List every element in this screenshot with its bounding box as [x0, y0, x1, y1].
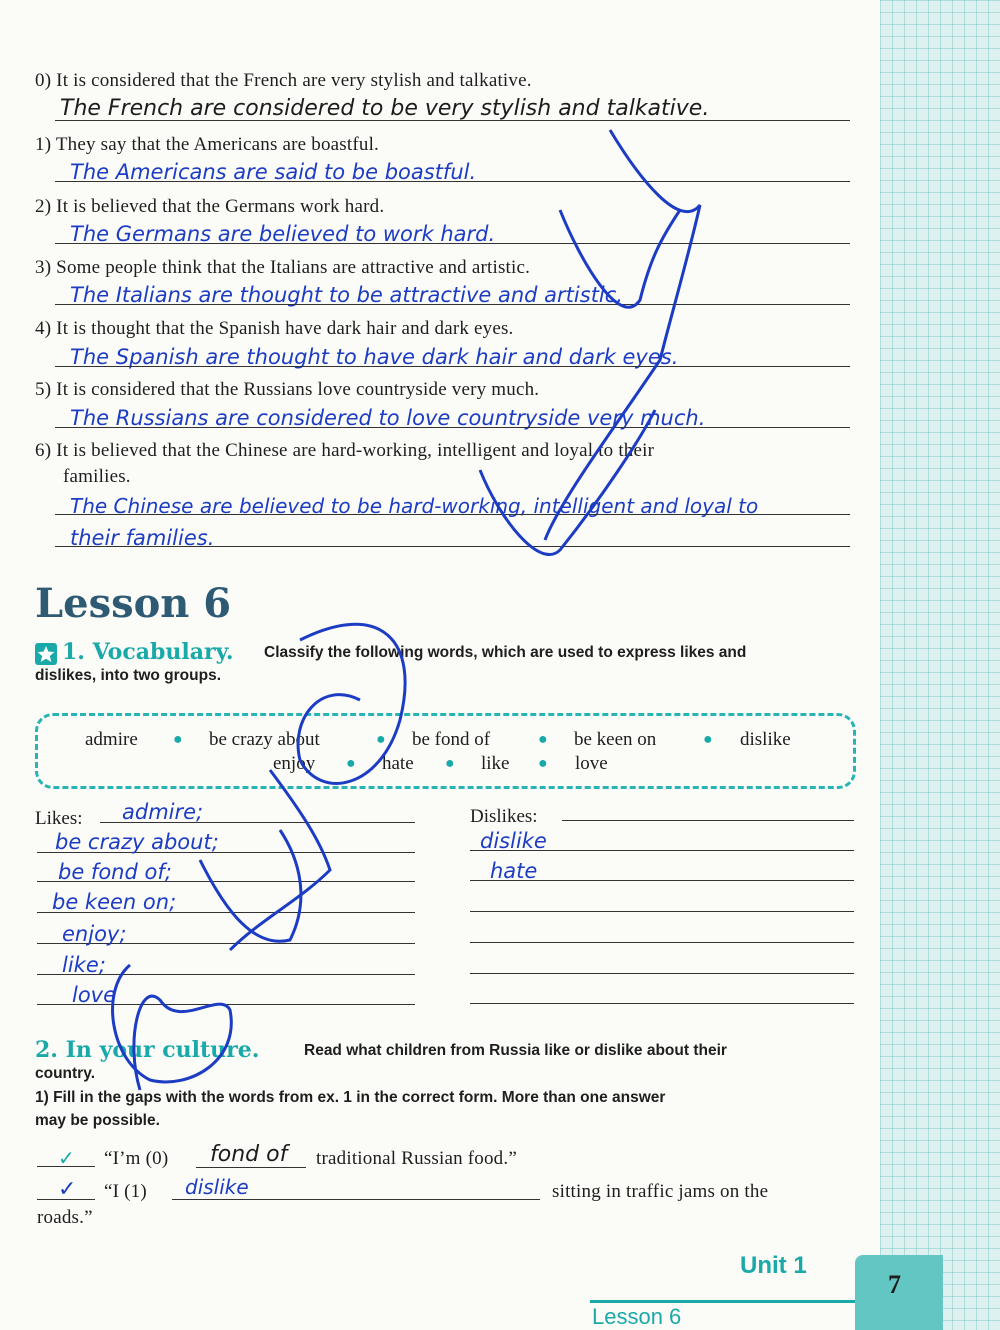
likes-answer: admire;	[122, 800, 204, 824]
footer-unit: Unit 1	[740, 1252, 807, 1279]
word-admire: admire	[85, 729, 138, 750]
item-6-answer-line2: their families.	[70, 526, 215, 550]
check-mark-icon: ✓	[58, 1177, 77, 1202]
task2-sub-line1: 1) Fill in the gaps with the words from ex. 1 in the correct form. More than one answer	[35, 1089, 666, 1106]
item-5-prompt: 5) It is considered that the Russians love countryside very much.	[35, 379, 540, 400]
task2-text-line2: country.	[35, 1065, 95, 1082]
bullet: ●	[703, 731, 713, 748]
word-be-crazy-about: be crazy about	[209, 729, 320, 750]
likes-answer: enjoy;	[62, 922, 127, 946]
task1-number: 1. Vocabulary.	[62, 639, 234, 665]
q1-suffix: sitting in traffic jams on the	[552, 1181, 769, 1202]
item-4-answer: The Spanish are thought to have dark hair and dark eyes.	[70, 345, 679, 369]
q1-prefix: “I (1)	[104, 1181, 147, 1202]
word-dislike: dislike	[740, 729, 791, 750]
task2-sub-line2: may be possible.	[35, 1112, 160, 1129]
bullet: ●	[538, 755, 548, 772]
item-1-answer: The Americans are said to be boastful.	[70, 160, 477, 184]
item-6-answer-line1: The Chinese are believed to be hard-working, intelligent and loyal to	[70, 494, 759, 518]
q1-answer: dislike	[185, 1175, 249, 1199]
task2-number: 2. In your culture.	[35, 1037, 260, 1063]
word-love: love	[575, 753, 608, 774]
bullet: ●	[538, 731, 548, 748]
item-4-prompt: 4) It is thought that the Spanish have dark hair and dark eyes.	[35, 318, 514, 339]
bullet: ●	[346, 755, 356, 772]
check-mark-icon: ✓	[58, 1146, 75, 1170]
likes-label: Likes:	[35, 808, 83, 829]
item-3-answer: The Italians are thought to be attractive and artistic.	[70, 283, 623, 307]
item-0-prompt: 0) It is considered that the French are very stylish and talkative.	[35, 70, 532, 91]
word-like: like	[481, 753, 510, 774]
page-number: 7	[888, 1270, 901, 1299]
word-enjoy: enjoy	[273, 753, 316, 774]
task1-text-line1: Classify the following words, which are used to express likes and	[264, 644, 747, 661]
footer-lesson: Lesson 6	[592, 1304, 682, 1329]
likes-answer: be crazy about;	[55, 830, 219, 854]
task2-text-line1: Read what children from Russia like or dislike about their	[304, 1042, 727, 1059]
item-6-prompt-line1: 6) It is believed that the Chinese are hard-working, intelligent and loyal to their	[35, 440, 655, 461]
item-0-answer: The French are considered to be very stylish and talkative.	[60, 96, 710, 121]
q0-answer: fond of	[210, 1142, 288, 1167]
item-5-answer: The Russians are considered to love countryside very much.	[70, 406, 706, 430]
q0-prefix: “I’m (0)	[104, 1148, 169, 1169]
dislikes-label: Dislikes:	[470, 806, 538, 827]
bullet: ●	[445, 755, 455, 772]
footer-rule	[590, 1300, 855, 1303]
likes-answer: be keen on;	[52, 890, 177, 914]
word-be-fond-of: be fond of	[412, 729, 491, 750]
likes-answer: like;	[62, 953, 106, 977]
item-2-answer: The Germans are believed to work hard.	[70, 222, 496, 246]
bullet: ●	[376, 731, 386, 748]
dislikes-answer: hate	[490, 859, 538, 883]
item-1-prompt: 1) They say that the Americans are boastful.	[35, 134, 380, 155]
bullet: ●	[173, 731, 183, 748]
item-3-prompt: 3) Some people think that the Italians are attractive and artistic.	[35, 257, 531, 278]
dislikes-answer: dislike	[480, 829, 547, 853]
lesson-title: Lesson 6	[35, 580, 232, 627]
item-2-prompt: 2) It is believed that the Germans work hard.	[35, 196, 385, 217]
q1-line2: roads.”	[37, 1207, 93, 1228]
task1-text-line2: dislikes, into two groups.	[35, 667, 222, 684]
word-be-keen-on: be keen on	[574, 729, 657, 750]
word-hate: hate	[382, 753, 414, 774]
q0-suffix: traditional Russian food.”	[316, 1148, 517, 1169]
item-6-prompt-line2: families.	[63, 466, 131, 487]
likes-answer: be fond of;	[58, 860, 172, 884]
likes-answer: love	[72, 983, 117, 1007]
